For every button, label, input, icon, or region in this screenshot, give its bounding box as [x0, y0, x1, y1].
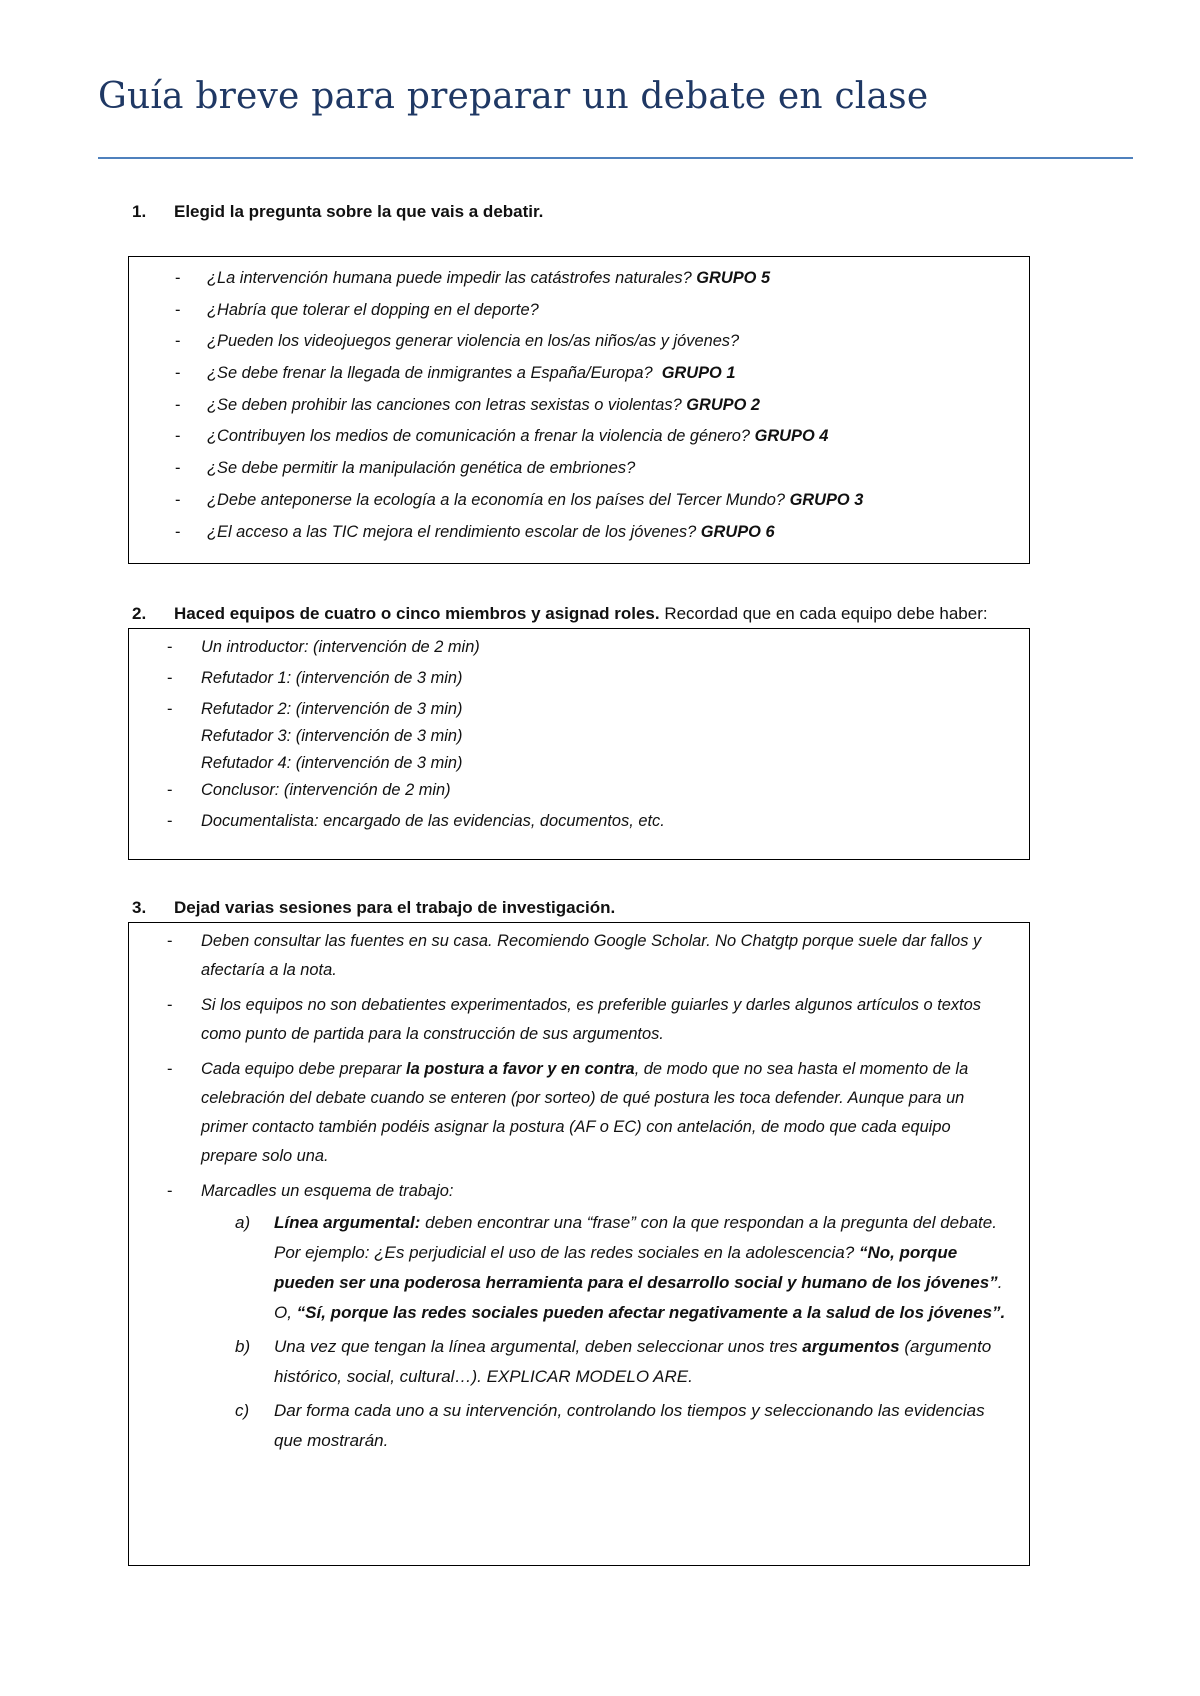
section-heading-text: Elegid la pregunta sobre la que vais a debatir. — [174, 202, 544, 221]
title-underline — [98, 157, 1133, 159]
role-item: Refutador 3: (intervención de 3 min) — [201, 727, 463, 745]
page-title: Guía breve para preparar un debate en clase — [98, 76, 929, 117]
group-tag: GRUPO 1 — [661, 364, 736, 383]
scheme-item: a) Línea argumental: deben encontrar una “frase” con la que respondan a la pregunta del debate. Por ejemplo: ¿Es perjudicial el uso de las redes sociales en la adolescencia? “No, porque pueden ser una poderosa herramienta para el desarrollo social y humano de los jóvenes”. O, “Sí, porque las redes sociales pueden afectar negativamente a la salud de los jóvenes”. — [235, 1213, 1006, 1322]
research-item: - Si los equipos no son debatientes experimentados, es preferible guiarles y darles algunos artículos o textos como punto de partida para la construcción de sus argumentos. — [167, 996, 981, 1043]
question-item: - ¿La intervención humana puede impedir las catástrofes naturales? GRUPO 5 — [175, 269, 771, 287]
research-item: - Cada equipo debe preparar la postura a favor y en contra, de modo que no sea hasta el momento de la celebración del debate cuando se enteren (por sorteo) de qué postura les toca defender. Aunque para un primer contacto también podéis asignar la postura (AF o EC) con antelación, de modo que cada equipo prepare solo una. — [167, 1060, 969, 1165]
question-item: - ¿Se debe frenar la llegada de inmigrantes a España/Europa? GRUPO 1 — [175, 364, 736, 383]
scheme-item: c) Dar forma cada uno a su intervención, controlando los tiempos y seleccionando las evidencias que mostrarán. — [235, 1401, 985, 1450]
group-tag: GRUPO 5 — [696, 269, 771, 287]
role-item: Refutador 4: (intervención de 3 min) — [201, 754, 463, 772]
section-heading-bold: Haced equipos de cuatro o cinco miembros y asignad roles. — [174, 604, 660, 623]
group-tag: GRUPO 4 — [754, 427, 829, 446]
research-list — [129, 927, 1029, 1206]
section-3-heading — [132, 898, 615, 918]
role-item: - Refutador 2: (intervención de 3 min) — [167, 700, 463, 718]
section-number: 2. — [132, 604, 147, 623]
roles-box — [128, 628, 1030, 860]
research-box — [128, 922, 1030, 1566]
work-scheme-list — [129, 1208, 1029, 1456]
role-item: - Un introductor: (intervención de 2 min) — [167, 638, 480, 656]
role-item: - Refutador 1: (intervención de 3 min) — [167, 669, 463, 687]
group-tag: GRUPO 3 — [789, 490, 864, 509]
question-item: - ¿Pueden los videojuegos generar violencia en los/as niños/as y jóvenes? — [175, 332, 740, 351]
section-2-heading — [132, 604, 988, 624]
group-tag: GRUPO 2 — [686, 395, 761, 414]
role-item: - Conclusor: (intervención de 2 min) — [167, 781, 451, 799]
scheme-item: b) Una vez que tengan la línea argumental, deben seleccionar unos tres argumentos (argumento histórico, social, cultural…). EXPLICAR MODELO ARE. — [235, 1337, 992, 1386]
question-item: - ¿El acceso a las TIC mejora el rendimiento escolar de los jóvenes? GRUPO 6 — [175, 522, 775, 541]
research-item: - Deben consultar las fuentes en su casa. Recomiendo Google Scholar. No Chatgtp porque suele dar fallos y afectaría a la nota. — [167, 932, 982, 979]
question-item: - ¿Habría que tolerar el dopping en el deporte? — [175, 300, 539, 319]
question-item: - ¿Debe anteponerse la ecología a la economía en los países del Tercer Mundo? GRUPO 3 — [175, 490, 864, 509]
section-heading-rest: Recordad que en cada equipo debe haber: — [659, 604, 988, 623]
section-number: 1. — [132, 202, 147, 221]
question-item: - ¿Se deben prohibir las canciones con letras sexistas o violentas? GRUPO 2 — [175, 395, 761, 414]
section-1-heading — [132, 202, 543, 222]
group-tag: GRUPO 6 — [700, 522, 775, 541]
research-item: - Marcadles un esquema de trabajo: — [167, 1182, 454, 1200]
question-list — [129, 263, 1029, 548]
question-item: - ¿Contribuyen los medios de comunicación a frenar la violencia de género? GRUPO 4 — [175, 427, 829, 446]
section-number: 3. — [132, 898, 147, 917]
question-item: - ¿Se debe permitir la manipulación genética de embriones? — [175, 459, 636, 478]
questions-box — [128, 256, 1030, 564]
section-heading-text: Dejad varias sesiones para el trabajo de investigación. — [174, 898, 616, 917]
role-item: - Documentalista: encargado de las evidencias, documentos, etc. — [167, 812, 665, 830]
roles-list — [129, 634, 1029, 835]
